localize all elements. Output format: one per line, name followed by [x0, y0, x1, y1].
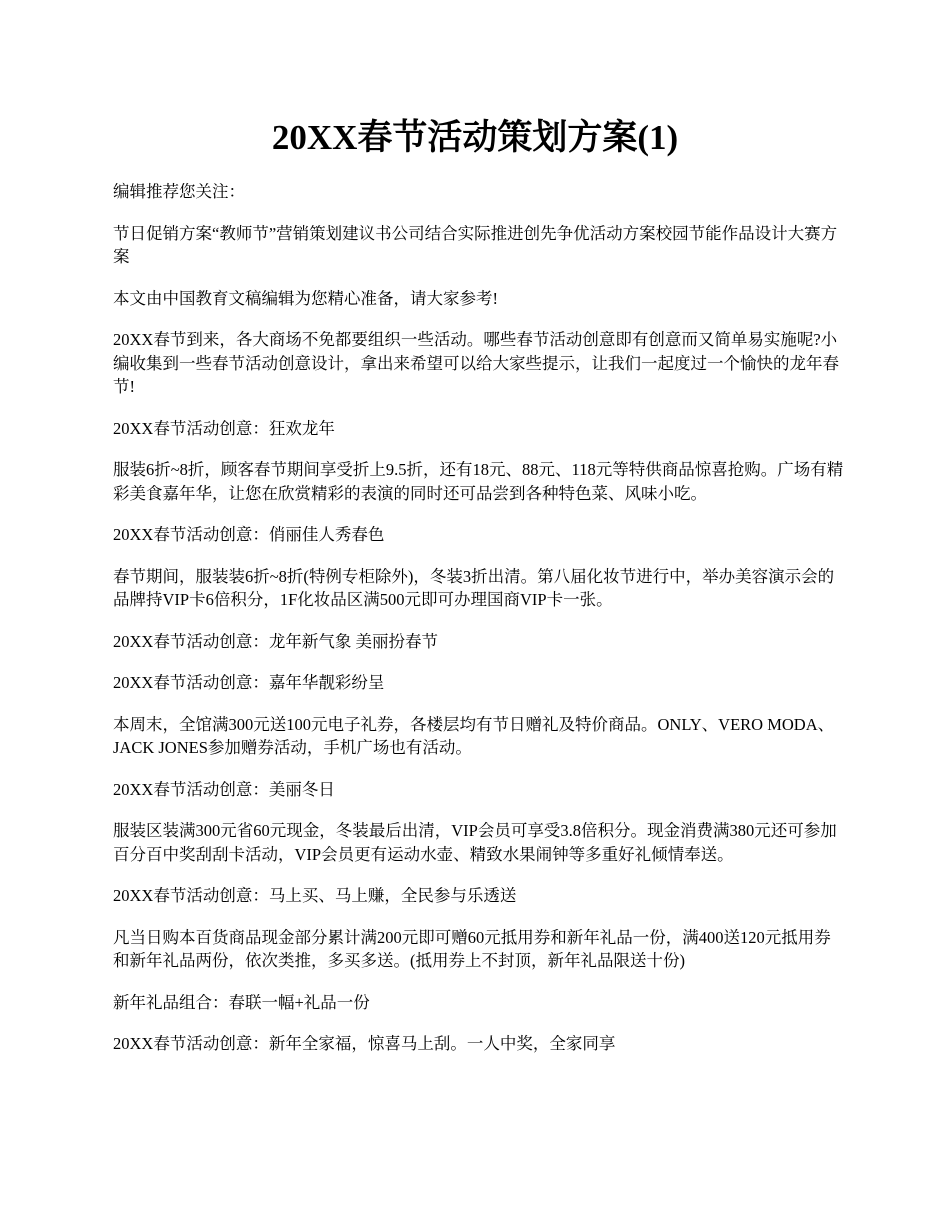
paragraph: 服装区装满300元省60元现金，冬装最后出清，VIP会员可享受3.8倍积分。现金消费满380元还可参加百分百中奖刮刮卡活动，VIP会员更有运动水壶、精致水果闹钟等多重好礼倾情奉送。 — [113, 821, 837, 864]
paragraph-intro: 20XX春节到来，各大商场不免都要组织一些活动。哪些春节活动创意即有创意而又简单易实施呢?小编收集到一些春节活动创意设计，拿出来希望可以给大家些提示，让我们一起度过一个愉快的龙年春节! — [113, 330, 839, 396]
document-title: 20XX春节活动策划方案(1) — [271, 118, 679, 157]
paragraph: 春节期间，服装装6折~8折(特例专柜除外)，冬装3折出清。第八届化妆节进行中，举办美容演示会的品牌持VIP卡6倍积分，1F化妆品区满500元即可办理国商VIP卡一张。 — [113, 566, 835, 609]
paragraph-source-note: 本文由中国教育文稿编辑为您精心准备，请大家参考! — [113, 288, 498, 308]
paragraph: 本周末，全馆满300元送100元电子礼券，各楼层均有节日赠礼及特价商品。ONLY、VERO MODA、JACK JONES参加赠券活动，手机广场也有活动。 — [113, 714, 835, 757]
paragraph: 凡当日购本百货商品现金部分累计满200元即可赠60元抵用券和新年礼品一份，满400送120元抵用券和新年礼品两份，依次类推，多买多送。(抵用券上不封顶，新年礼品限送十份) — [113, 927, 831, 970]
section-heading: 20XX春节活动创意：马上买、马上赚，全民参与乐透送 — [113, 886, 517, 905]
paragraph-recommend-label: 编辑推荐您关注： — [113, 182, 245, 201]
section-heading: 20XX春节活动创意：新年全家福，惊喜马上刮。一人中奖，全家同享 — [113, 1034, 616, 1053]
paragraph: 服装6折~8折，顾客春节期间享受折上9.5折，还有18元、88元、118元等特供商品惊喜抢购。广场有精彩美食嘉年华，让您在欣赏精彩的表演的同时还可品尝到各种特色菜、风味小吃。 — [113, 460, 844, 503]
document-body — [113, 180, 845, 1074]
section-heading: 20XX春节活动创意：嘉年华靓彩纷呈 — [113, 673, 385, 692]
paragraph: 新年礼品组合：春联一幅+礼品一份 — [113, 992, 370, 1012]
section-heading: 20XX春节活动创意：俏丽佳人秀春色 — [113, 525, 385, 544]
paragraph-recommend-links: 节日促销方案“教师节”营销策划建议书公司结合实际推进创先争优活动方案校园节能作品设计大赛方案 — [113, 223, 838, 266]
section-heading: 20XX春节活动创意：美丽冬日 — [113, 779, 335, 799]
section-heading: 20XX春节活动创意：狂欢龙年 — [113, 418, 335, 438]
section-heading: 20XX春节活动创意：龙年新气象 美丽扮春节 — [113, 631, 438, 651]
